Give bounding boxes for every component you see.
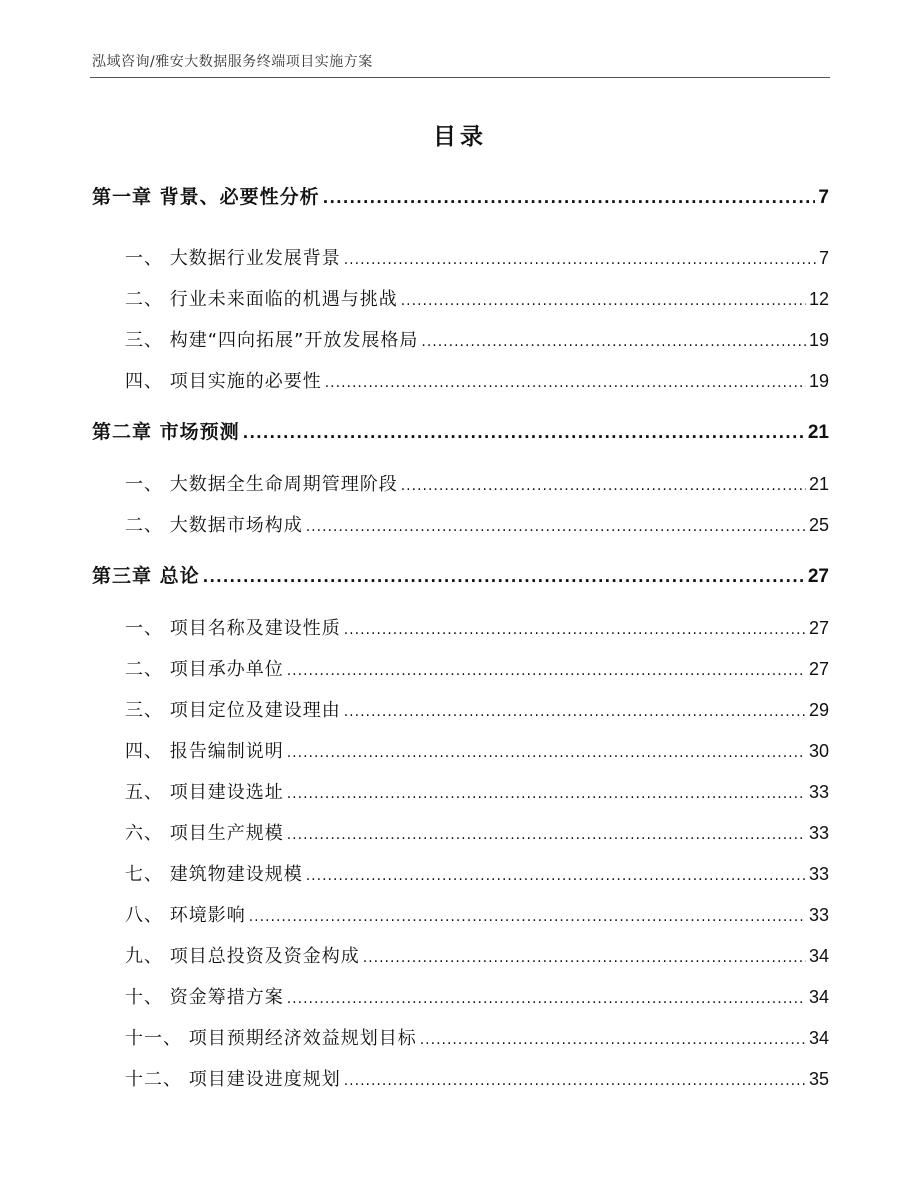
toc-page-number: 27 [808, 659, 829, 679]
toc-section-entry[interactable] [125, 511, 829, 539]
toc-entry-label: 三、 构建“四向拓展”开放发展格局 [125, 330, 419, 351]
toc-section-entry[interactable] [125, 860, 829, 888]
toc-chapter-entry[interactable] [92, 417, 829, 445]
toc-page-number: 34 [808, 1028, 829, 1048]
toc-section-entry[interactable] [125, 737, 829, 765]
toc-entry-label: 十一、 项目预期经济效益规划目标 [125, 1028, 417, 1049]
dot-leader [401, 478, 806, 494]
running-header: 泓域咨询/雅安大数据服务终端项目实施方案 [92, 54, 373, 70]
dot-leader [401, 293, 806, 309]
toc-section-entry[interactable] [125, 614, 829, 642]
toc-page-number: 30 [808, 741, 829, 761]
toc-page-number: 21 [807, 422, 829, 443]
toc-section-entry[interactable] [125, 983, 829, 1011]
toc-entry-label: 一、 项目名称及建设性质 [125, 618, 341, 639]
toc-entry-label: 二、 项目承办单位 [125, 659, 284, 680]
toc-entry-label: 八、 环境影响 [125, 905, 246, 926]
dot-leader [344, 622, 806, 638]
dot-leader [243, 424, 805, 442]
dot-leader [203, 568, 805, 586]
toc-page-number: 12 [808, 289, 829, 309]
toc-entry-label: 第二章 市场预测 [92, 421, 240, 443]
toc-section-entry[interactable] [125, 470, 829, 498]
toc-page-number: 33 [808, 905, 829, 925]
toc-section-entry[interactable] [125, 285, 829, 313]
toc-section-entry[interactable] [125, 819, 829, 847]
toc-page-number: 7 [818, 248, 829, 268]
toc-entry-label: 第一章 背景、必要性分析 [92, 186, 320, 208]
toc-section-entry[interactable] [125, 901, 829, 929]
dot-leader [344, 252, 816, 268]
toc-section-entry[interactable] [125, 655, 829, 683]
toc-chapter-entry[interactable] [92, 182, 829, 210]
toc-page-number: 35 [808, 1069, 829, 1089]
toc-page-number: 25 [808, 515, 829, 535]
toc-entry-label: 四、 项目实施的必要性 [125, 371, 322, 392]
toc-page-number: 27 [807, 566, 829, 587]
dot-leader [287, 745, 806, 761]
toc-entry-label: 三、 项目定位及建设理由 [125, 700, 341, 721]
dot-leader [287, 663, 806, 679]
toc-section-entry[interactable] [125, 942, 829, 970]
toc-entry-label: 十、 资金筹措方案 [125, 987, 284, 1008]
dot-leader [344, 1073, 806, 1089]
toc-entry-label: 十二、 项目建设进度规划 [125, 1069, 341, 1090]
dot-leader [287, 991, 806, 1007]
dot-leader [363, 950, 806, 966]
toc-page-number: 21 [808, 474, 829, 494]
dot-leader [306, 519, 806, 535]
toc-page-number: 33 [808, 782, 829, 802]
toc-section-entry[interactable] [125, 367, 829, 395]
toc-page-number: 7 [818, 187, 829, 208]
toc-section-entry[interactable] [125, 1065, 829, 1093]
toc-entry-label: 二、 大数据市场构成 [125, 515, 303, 536]
toc-page-number: 34 [808, 946, 829, 966]
dot-leader [287, 786, 806, 802]
dot-leader [420, 1032, 806, 1048]
toc-page-number: 27 [808, 618, 829, 638]
toc-entry-label: 四、 报告编制说明 [125, 741, 284, 762]
toc-page-number: 29 [808, 700, 829, 720]
toc-title: 目录 [433, 124, 487, 150]
toc-entry-label: 一、 大数据行业发展背景 [125, 248, 341, 269]
toc-page-number: 19 [808, 330, 829, 350]
toc-section-entry[interactable] [125, 696, 829, 724]
toc-page-number: 34 [808, 987, 829, 1007]
toc-chapter-entry[interactable] [92, 561, 829, 589]
toc-page-number: 33 [808, 823, 829, 843]
toc-entry-label: 二、 行业未来面临的机遇与挑战 [125, 289, 398, 310]
dot-leader [323, 189, 816, 207]
toc-entry-label: 九、 项目总投资及资金构成 [125, 946, 360, 967]
toc-entry-label: 一、 大数据全生命周期管理阶段 [125, 474, 398, 495]
toc-page-number: 19 [808, 371, 829, 391]
dot-leader [249, 909, 806, 925]
dot-leader [344, 704, 806, 720]
toc-entry-label: 六、 项目生产规模 [125, 823, 284, 844]
toc-section-entry[interactable] [125, 778, 829, 806]
dot-leader [306, 868, 806, 884]
toc-entry-label: 五、 项目建设选址 [125, 782, 284, 803]
toc-entry-label: 七、 建筑物建设规模 [125, 864, 303, 885]
dot-leader [287, 827, 806, 843]
dot-leader [325, 375, 806, 391]
toc-section-entry[interactable] [125, 244, 829, 272]
toc-page-number: 33 [808, 864, 829, 884]
dot-leader [421, 334, 806, 350]
toc-entry-label: 第三章 总论 [92, 565, 200, 587]
toc-section-entry[interactable] [125, 1024, 829, 1052]
toc-section-entry[interactable] [125, 326, 829, 354]
